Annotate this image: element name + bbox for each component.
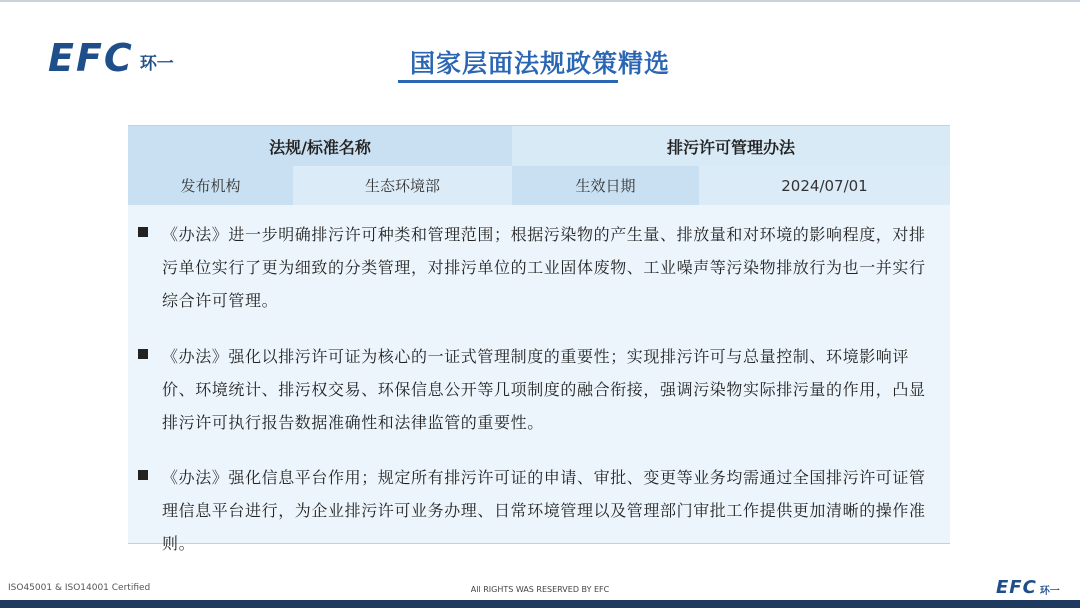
bullet-square-icon [138, 349, 148, 359]
bullet-text: 《办法》强化信息平台作用；规定所有排污许可证的申请、审批、变更等业务均需通过全国排污许可证管理信息平台进行，为企业排污许可业务办理、日常环境管理以及管理部门审批工作提供更加清晰的操作准则。 [162, 468, 926, 553]
top-divider [0, 0, 1080, 2]
bullet-square-icon [138, 470, 148, 480]
footer-logo-cn: 环一 [1039, 586, 1060, 597]
footer-certification: ISO45001 & ISO14001 Certified [8, 583, 151, 593]
table-meta-row [128, 166, 950, 205]
footer-copyright: All RIGHTS WAS RESERVED BY EFC [470, 585, 610, 594]
effective-date-value: 2024/07/01 [699, 166, 950, 205]
logo-mark: EFC [48, 36, 134, 80]
header-value: 排污许可管理办法 [512, 126, 950, 166]
footer-logo-mark: EFC [996, 577, 1037, 598]
publisher-label: 发布机构 [128, 166, 293, 205]
publisher-value: 生态环境部 [293, 166, 512, 205]
bullet-text: 《办法》进一步明确排污许可种类和管理范围；根据污染物的产生量、排放量和对环境的影响程度，对排污单位实行了更为细致的分类管理，对排污单位的工业固体废物、工业噪声等污染物排放行为也一并实行综合许可管理。 [162, 225, 926, 310]
bullet-text: 《办法》强化以排污许可证为核心的一证式管理制度的重要性；实现排污许可与总量控制、环境影响评价、环境统计、排污权交易、环保信息公开等几项制度的融合衔接，强调污染物实际排污量的作用，凸显排污许可执行报告数据准确性和法律监管的重要性。 [162, 347, 926, 432]
footer-bar [0, 600, 1080, 608]
logo-cn-text: 环一 [139, 54, 174, 74]
header-label: 法规/标准名称 [128, 126, 512, 166]
policy-panel [128, 125, 950, 553]
bullet-square-icon [138, 227, 148, 237]
page-title: 国家层面法规政策精选 [409, 49, 670, 78]
footer-logo [996, 578, 1060, 598]
table-header-row [128, 126, 950, 166]
title-underline [398, 80, 618, 83]
effective-date-label: 生效日期 [512, 166, 699, 205]
